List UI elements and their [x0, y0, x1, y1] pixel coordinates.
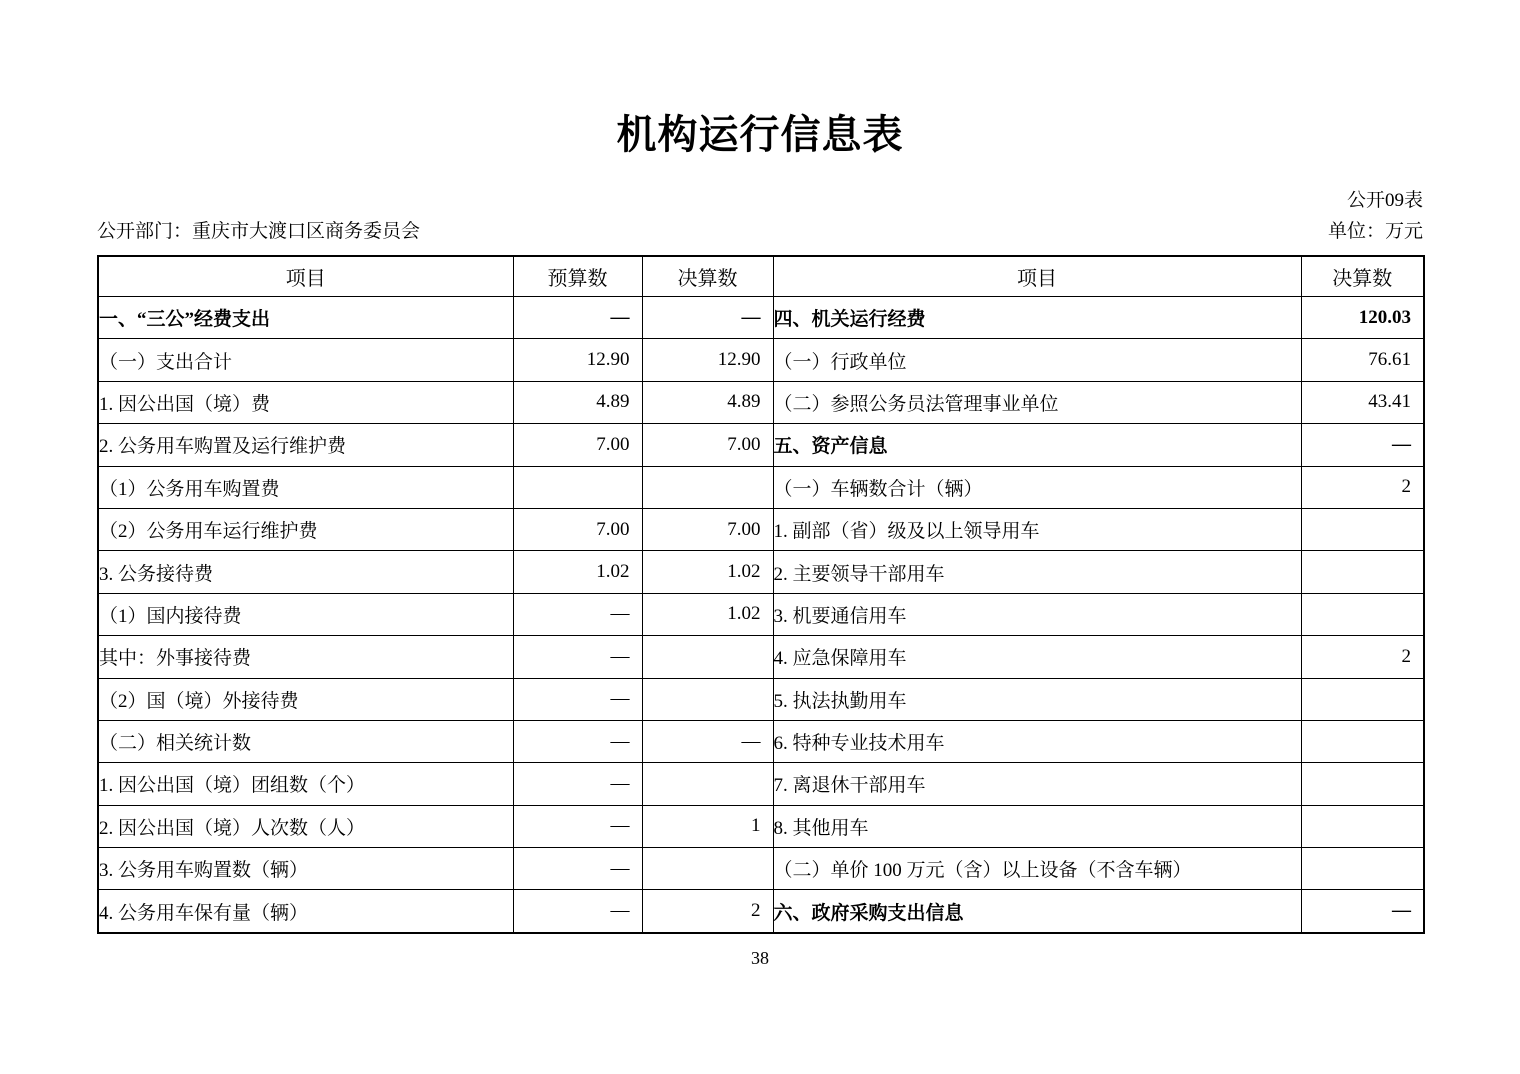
final-value-right — [1301, 805, 1424, 847]
table-row — [98, 424, 1424, 466]
department-label: 公开部门：重庆市大渡口区商务委员会 — [97, 221, 421, 242]
table-body — [98, 297, 1424, 933]
item-label-left: 一、“三公”经费支出 — [98, 297, 513, 339]
table-row — [98, 593, 1424, 635]
final-value-left: 1.02 — [642, 551, 773, 593]
item-label-right: （一）车辆数合计（辆） — [773, 466, 1301, 508]
final-value-left — [642, 678, 773, 720]
table-row — [98, 720, 1424, 762]
final-value-left: 7.00 — [642, 424, 773, 466]
table-row — [98, 381, 1424, 423]
item-label-right: （二）单价 100 万元（含）以上设备（不含车辆） — [773, 848, 1301, 890]
item-label-right: 6. 特种专业技术用车 — [773, 720, 1301, 762]
header-row — [98, 256, 1424, 297]
final-value-right — [1301, 551, 1424, 593]
item-label-right: 7. 离退休干部用车 — [773, 763, 1301, 805]
budget-value: 12.90 — [513, 339, 642, 381]
table-row — [98, 636, 1424, 678]
final-value-left: 4.89 — [642, 381, 773, 423]
meta-line — [97, 221, 1423, 243]
budget-value: 7.00 — [513, 424, 642, 466]
table-row — [98, 508, 1424, 550]
final-value-right — [1301, 848, 1424, 890]
item-label-right: 1. 副部（省）级及以上领导用车 — [773, 508, 1301, 550]
page-number: 38 — [751, 948, 769, 968]
budget-value: — — [513, 593, 642, 635]
item-label-left: （二）相关统计数 — [98, 720, 513, 762]
item-label-right: 四、机关运行经费 — [773, 297, 1301, 339]
item-label-left: 4. 公务用车保有量（辆） — [98, 890, 513, 933]
item-label-left: 1. 因公出国（境）费 — [98, 381, 513, 423]
item-label-left: 2. 因公出国（境）人次数（人） — [98, 805, 513, 847]
budget-value: 7.00 — [513, 508, 642, 550]
table-row — [98, 466, 1424, 508]
item-label-right: 8. 其他用车 — [773, 805, 1301, 847]
budget-value: — — [513, 763, 642, 805]
table-row — [98, 551, 1424, 593]
final-value-left: 1 — [642, 805, 773, 847]
final-value-left: 7.00 — [642, 508, 773, 550]
item-label-left: 2. 公务用车购置及运行维护费 — [98, 424, 513, 466]
final-value-right — [1301, 763, 1424, 805]
final-value-right: 2 — [1301, 636, 1424, 678]
budget-value: — — [513, 848, 642, 890]
table-row — [98, 678, 1424, 720]
item-label-left: （一）支出合计 — [98, 339, 513, 381]
table-row — [98, 890, 1424, 933]
final-value-left: 2 — [642, 890, 773, 933]
table-row — [98, 763, 1424, 805]
final-value-right: — — [1301, 890, 1424, 933]
col-header-budget: 预算数 — [513, 256, 642, 297]
final-value-right: — — [1301, 424, 1424, 466]
item-label-left: 3. 公务用车购置数（辆） — [98, 848, 513, 890]
final-value-right: 2 — [1301, 466, 1424, 508]
budget-value: — — [513, 678, 642, 720]
item-label-left: 1. 因公出国（境）团组数（个） — [98, 763, 513, 805]
budget-value: — — [513, 636, 642, 678]
form-number-label: 公开09表 — [1346, 190, 1423, 211]
final-value-right — [1301, 593, 1424, 635]
col-header-final-left: 决算数 — [642, 256, 773, 297]
item-label-left: （2）公务用车运行维护费 — [98, 508, 513, 550]
budget-value: — — [513, 297, 642, 339]
table-row — [98, 848, 1424, 890]
item-label-right: 3. 机要通信用车 — [773, 593, 1301, 635]
page-title: 机构运行信息表 — [616, 113, 904, 157]
final-value-left — [642, 763, 773, 805]
item-label-left: （1）公务用车购置费 — [98, 466, 513, 508]
item-label-left: 其中：外事接待费 — [98, 636, 513, 678]
budget-value: 4.89 — [513, 381, 642, 423]
final-value-left: — — [642, 297, 773, 339]
budget-value: 1.02 — [513, 551, 642, 593]
item-label-left: 3. 公务接待费 — [98, 551, 513, 593]
item-label-right: （二）参照公务员法管理事业单位 — [773, 381, 1301, 423]
item-label-right: 五、资产信息 — [773, 424, 1301, 466]
final-value-left: — — [642, 720, 773, 762]
item-label-left: （2）国（境）外接待费 — [98, 678, 513, 720]
final-value-left — [642, 636, 773, 678]
col-header-item-left: 项目 — [98, 256, 513, 297]
item-label-left: （1）国内接待费 — [98, 593, 513, 635]
content-area — [97, 190, 1423, 934]
col-header-final-right: 决算数 — [1301, 256, 1424, 297]
item-label-right: 六、政府采购支出信息 — [773, 890, 1301, 933]
budget-value: — — [513, 720, 642, 762]
col-header-item-right: 项目 — [773, 256, 1301, 297]
unit-label: 单位：万元 — [1327, 221, 1423, 242]
budget-value: — — [513, 805, 642, 847]
item-label-right: （一）行政单位 — [773, 339, 1301, 381]
budget-value: — — [513, 890, 642, 933]
item-label-right: 5. 执法执勤用车 — [773, 678, 1301, 720]
final-value-left — [642, 466, 773, 508]
item-label-right: 2. 主要领导干部用车 — [773, 551, 1301, 593]
budget-value — [513, 466, 642, 508]
table-row — [98, 297, 1424, 339]
table-header — [98, 256, 1424, 297]
final-value-right — [1301, 508, 1424, 550]
final-value-right: 43.41 — [1301, 381, 1424, 423]
table-row — [98, 339, 1424, 381]
item-label-right: 4. 应急保障用车 — [773, 636, 1301, 678]
final-value-right — [1301, 678, 1424, 720]
final-value-left — [642, 848, 773, 890]
final-value-left: 1.02 — [642, 593, 773, 635]
table-row — [98, 805, 1424, 847]
final-value-right: 120.03 — [1301, 297, 1424, 339]
operation-info-table — [97, 255, 1425, 934]
final-value-right: 76.61 — [1301, 339, 1424, 381]
final-value-right — [1301, 720, 1424, 762]
final-value-left: 12.90 — [642, 339, 773, 381]
